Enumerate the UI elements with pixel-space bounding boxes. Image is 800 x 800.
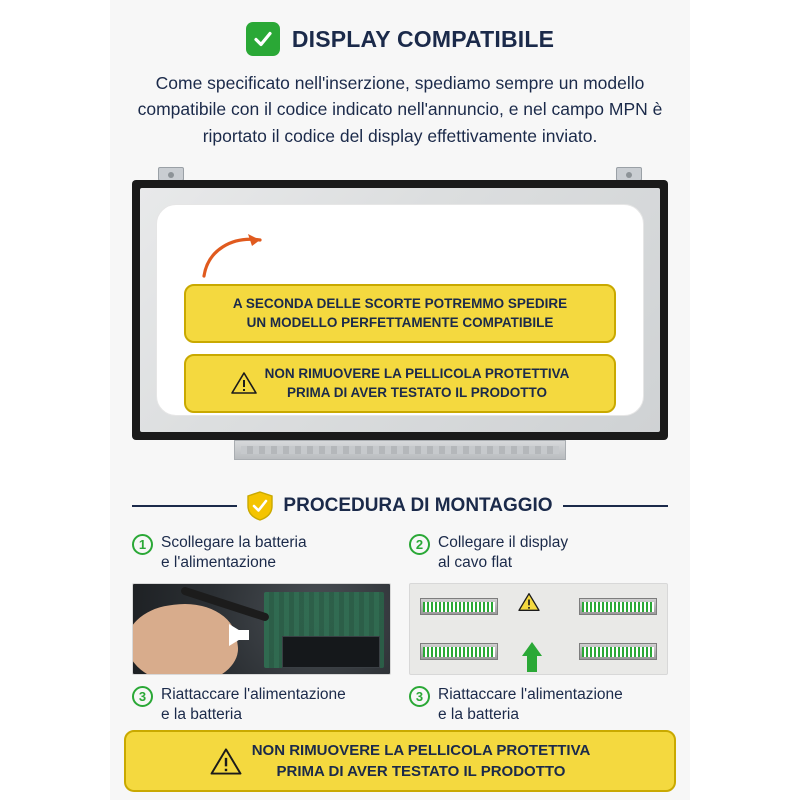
flat-connector-top-left (420, 598, 498, 615)
step-text-line1: Scollegare la batteria (161, 533, 307, 551)
step-text (438, 685, 623, 725)
mount-tab-left (158, 167, 184, 181)
divider-left (132, 505, 237, 507)
display-foil-strip (234, 440, 566, 460)
shield-icon (247, 491, 273, 521)
warning-triangle-icon (210, 747, 242, 776)
display-illustration (124, 167, 676, 477)
procedure-title: PROCEDURA DI MONTAGGIO (283, 494, 553, 516)
laptop-battery-photo (132, 583, 391, 675)
flat-connector-bottom-left (420, 643, 498, 660)
warning-triangle-icon (231, 371, 257, 395)
step-3-right (409, 685, 668, 725)
divider-right (563, 505, 668, 507)
left-margin (0, 0, 110, 800)
step-text-line2: al cavo flat (438, 553, 513, 571)
header (110, 0, 690, 56)
footer-warning-line2: PRIMA DI AVER TESTATO IL PRODOTTO (276, 763, 566, 780)
warning-triangle-icon (518, 592, 540, 612)
insert-direction-arrow-icon (522, 642, 542, 656)
compatibility-banner (184, 284, 616, 343)
footer-warning-line1: NON RIMUOVERE LA PELLICOLA PROTETTIVA (251, 742, 591, 759)
step-number: 3 (132, 686, 153, 707)
display-bezel (132, 180, 668, 440)
film-warning-banner (184, 354, 616, 413)
battery-pack (282, 636, 380, 668)
flat-connector-bottom-right (579, 643, 657, 660)
direction-arrow-icon (229, 624, 247, 646)
step-text (161, 685, 346, 725)
footer-warning-banner (124, 730, 676, 792)
flat-connector-top-right (579, 598, 657, 615)
step-number: 3 (409, 686, 430, 707)
compatibility-banner-line2: UN MODELLO PERFETTAMENTE COMPATIBILE (246, 315, 554, 331)
page-title: DISPLAY COMPATIBILE (291, 25, 555, 52)
right-margin (690, 0, 800, 800)
flat-cable-photo (409, 583, 668, 675)
step-text-line1: Riattaccare l'alimentazione (161, 686, 346, 704)
step-2 (409, 533, 668, 573)
step-text-line1: Collegare il display (438, 533, 569, 551)
step-text-line1: Riattaccare l'alimentazione (438, 686, 623, 704)
step-1 (132, 533, 391, 573)
film-warning-line1: NON RIMUOVERE LA PELLICOLA PROTETTIVA (264, 365, 570, 381)
step-text-line2: e la batteria (438, 706, 519, 724)
step-number: 2 (409, 534, 430, 555)
step-text-line2: e l'alimentazione (161, 553, 276, 571)
steps-grid (132, 533, 668, 726)
step-text (438, 533, 568, 573)
intro-text: Come specificato nell'inserzione, spediamo sempre un modello compatibile con il codice indicato nell'annuncio, e nel campo MPN è riportato il codice del display effettivamente inviato. (137, 73, 663, 146)
film-warning-line2: PRIMA DI AVER TESTATO IL PRODOTTO (286, 385, 547, 401)
step-text (161, 533, 307, 573)
mount-tab-right (616, 167, 642, 181)
step-3-left (132, 685, 391, 725)
step-number: 1 (132, 534, 153, 555)
procedure-header (132, 491, 668, 521)
compatibility-banner-line1: A SECONDA DELLE SCORTE POTREMMO SPEDIRE (232, 295, 568, 311)
display-screen (140, 188, 660, 432)
content-panel (110, 0, 690, 800)
curved-arrow-icon (198, 230, 268, 278)
check-icon (246, 22, 280, 56)
step-text-line2: e la batteria (161, 706, 242, 724)
